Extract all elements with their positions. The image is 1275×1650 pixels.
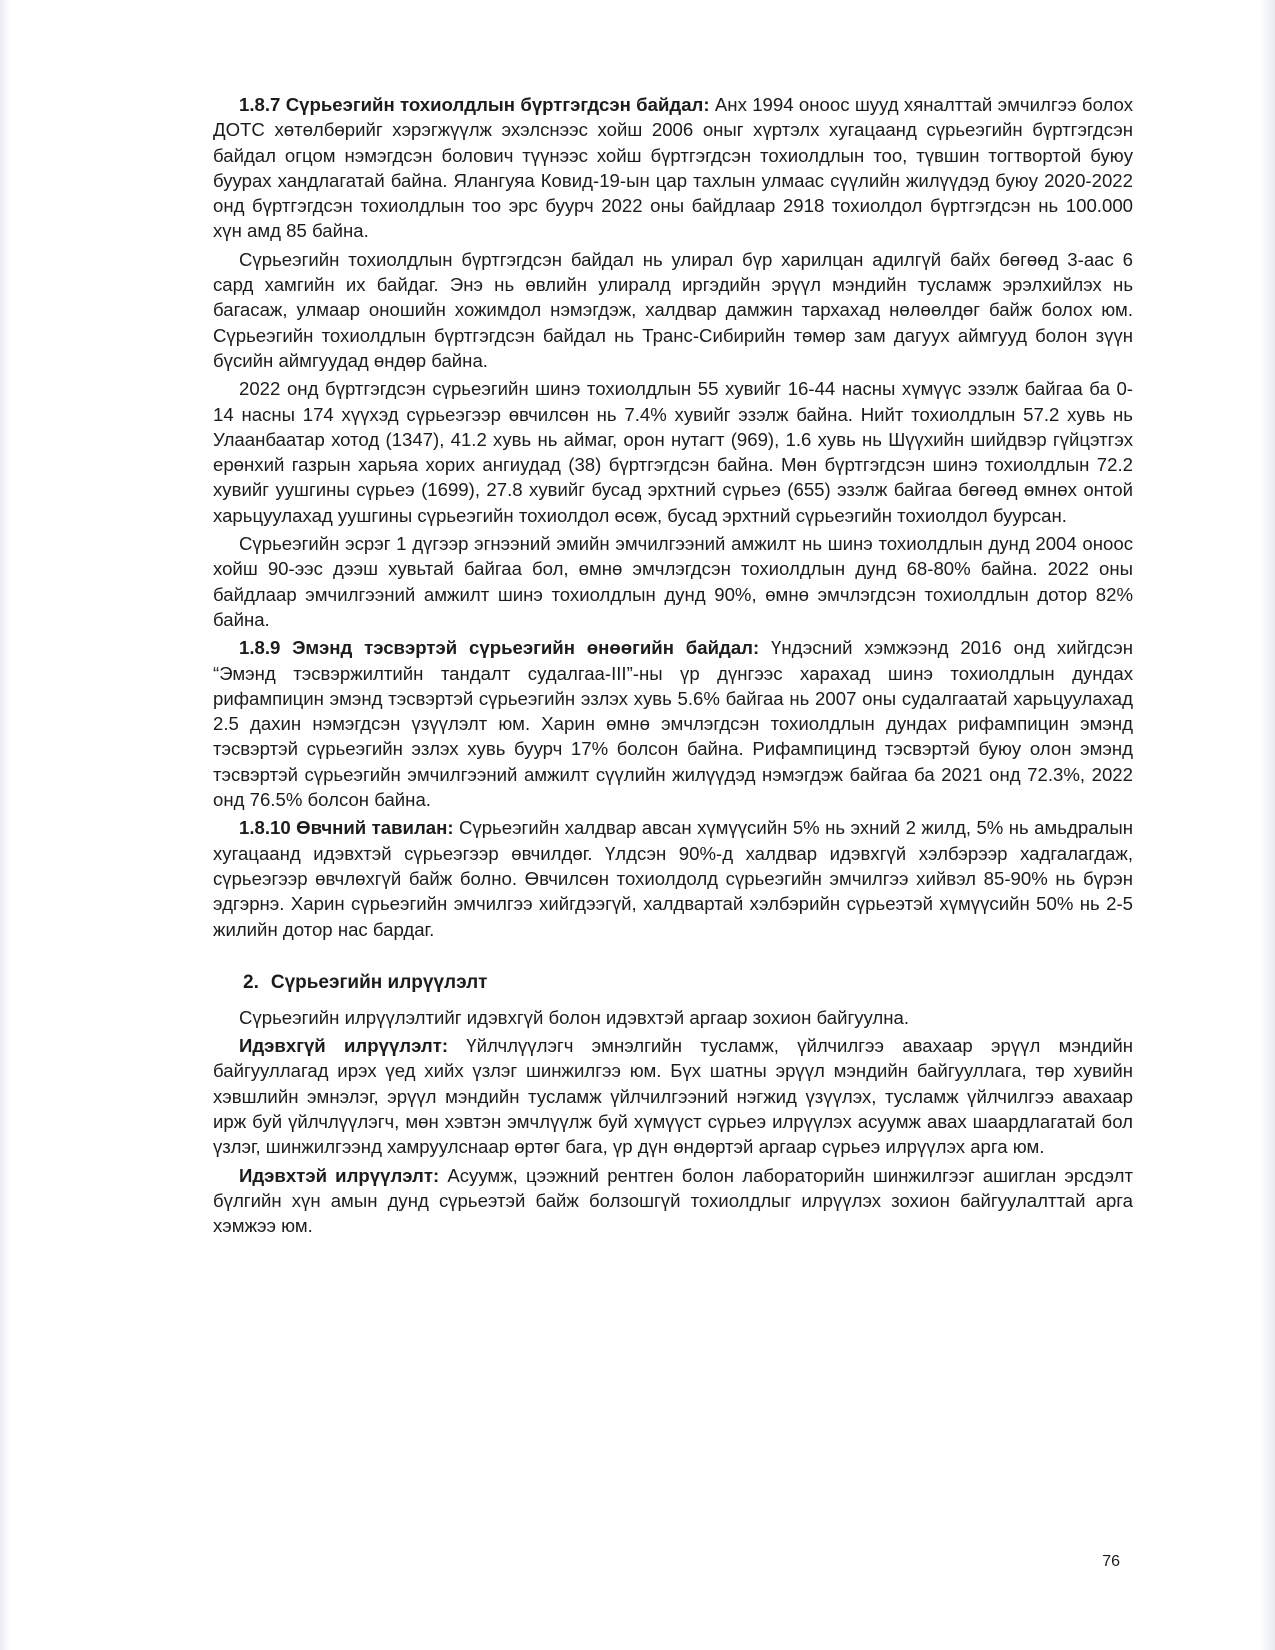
paragraph-treatment-success [213, 531, 1133, 632]
paragraph-passive-detection [213, 1033, 1133, 1159]
page-number: 76 [1102, 1553, 1120, 1570]
paragraph-text: Үйлчлүүлэгч эмнэлгийн тусламж, үйлчилгээ авахаар эрүүл мэндийн байгууллагад ирэх үед хийх үзлэг шинжилгээ юм. Бүх шатны эрүүл мэндийн байгууллага, төр хувийн хэвшлийн эмнэлэг, эрүүл мэндийн тусламж үйлчилгээний нэгжид үзүүлэх, тусламж үйлчилгээ авахаар ирж буй үйлчлүүлэгч, мөн хэвтэн эмчлүүлж буй хүмүүст сүрьеэ илрүүлэх асуумж авах шаардлагатай бол үзлэг, шинжилгээнд хамруулснаар өртөг бага, үр дүн өндөртэй аргаар сүрьеэ илрүүлэх арга юм. [213, 1035, 1133, 1158]
section-title: Сүрьеэгийн илрүүлэлт [270, 971, 488, 993]
subheading-passive-detection: Идэвхгүй илрүүлэлт: [239, 1035, 449, 1057]
paragraph-1-8-10 [213, 815, 1133, 941]
paragraph-1-8-9 [213, 635, 1133, 812]
section-heading [213, 970, 1133, 995]
section-number: 2. [243, 971, 259, 993]
paragraph-seasonality [213, 247, 1133, 373]
paragraph-active-detection [213, 1163, 1133, 1239]
paragraph-text: Үндэсний хэмжээнд 2016 онд хийгдсэн “Эмэнд тэсвэржилтийн тандалт судалгаа-III”-ны үр дүнгээс харахад шинэ тохиолдлын дундах рифампицин эмэнд тэсвэртэй сүрьеэгийн эзлэх хувь 5.6% байгаа нь 2007 оны судалгаатай харьцуулахад 2.5 дахин нэмэгдсэн үзүүлэлт юм. Харин өмнө эмчлэгдсэн тохиолдлын дундах рифампицин эмэнд тэсвэртэй сүрьеэгийн эзлэх хувь буурч 17% болсон байна. Рифампицинд тэсвэртэй буюу олон эмэнд тэсвэртэй сүрьеэгийн эмчилгээний амжилт сүүлийн жилүүдэд нэмэгдэж байгаа ба 2021 онд 72.3%, 2022 онд 76.5% болсон байна. [213, 637, 1133, 811]
subheading-1-8-10: 1.8.10 Өвчний тавилан: [239, 817, 454, 839]
paragraph-text: Сүрьеэгийн эсрэг 1 дүгээр эгнээний эмийн эмчилгээний амжилт нь шинэ тохиолдлын дунд 2004 оноос хойш 90-ээс дээш хувьтай байгаа бол, өмнө эмчлэгдсэн тохиолдлын дунд 68-80% байна. 2022 оны байдлаар эмчилгээний амжилт шинэ тохиолдлын дунд 90%, өмнө эмчлэгдсэн тохиолдлын дотор 82% байна. [213, 533, 1133, 630]
paragraph-detection-intro [213, 1005, 1133, 1030]
paragraph-text: Асуумж, цээжний рентген болон лабораторийн шинжилгээг ашиглан эрсдэлт бүлгийн хүн амын дунд сүрьеэтэй байж болзошгүй тохиолдлыг илрүүлэх зохион байгуулалттай арга хэмжээ юм. [213, 1164, 1134, 1237]
subheading-1-8-9: 1.8.9 Эмэнд тэсвэртэй сүрьеэгийн өнөөгийн байдал: [239, 637, 760, 659]
page-content [213, 92, 1133, 1238]
subheading-1-8-7: 1.8.7 Сүрьеэгийн тохиолдлын бүртгэгдсэн байдал: [239, 94, 710, 115]
paragraph-text: Сүрьеэгийн илрүүлэлтийг идэвхгүй болон идэвхтэй аргаар зохион байгуулна. [239, 1006, 910, 1028]
paragraph-text: Сүрьеэгийн халдвар авсан хүмүүсийн 5% нь эхний 2 жилд, 5% нь амьдралын хугацаанд идэвхтэй сүрьеэгээр өвчилдөг. Үлдсэн 90%-д халдвар идэвхгүй хэлбэрээр хадгалагдаж, сүрьеэгээр өвчлөхгүй байж болно. Өвчилсөн тохиолдолд сүрьеэгийн эмчилгээ хийвэл 85-90% нь бүрэн эдгэрнэ. Харин сүрьеэгийн эмчилгээ хийгдээгүй, халдвартай хэлбэрийн сүрьеэтэй хүмүүсийн 50% нь 2-5 жилийн дотор нас бардаг. [213, 817, 1133, 940]
paragraph-2022-cases [213, 376, 1133, 528]
paragraph-text: Анх 1994 оноос шууд хяналттай эмчилгээ болох ДОТС хөтөлбөрийг хэрэгжүүлж эхэлснээс хойш 2006 оныг хүртэлх хугацаанд сүрьеэгийн бүртгэгдсэн байдал огцом нэмэгдсэн болович түүнээс хойш бүртгэгдсэн тохиолдлын тоо, түвшин тогтвортой буюу буурах хандлагатай байна. Ялангуяа Ковид-19-ын цар тахлын улмаас сүүлийн жилүүдэд буюу 2020-2022 онд бүртгэгдсэн тохиолдлын тоо эрс буурч 2022 оны байдлаар 2918 тохиолдол бүртгэгдсэн нь 100.000 хүн амд 85 байна. [213, 94, 1133, 242]
paragraph-1-8-7 [213, 92, 1133, 244]
scan-edge-right [1259, 0, 1275, 1650]
scan-edge-left [0, 0, 10, 1650]
paragraph-text: 2022 онд бүртгэгдсэн сүрьеэгийн шинэ тохиолдлын 55 хувийг 16-44 насны хүмүүс эзэлж байгаа ба 0-14 насны 174 хүүхэд сүрьеэгээр өвчилсөн нь 7.4% хувийг эзэлж байна. Нийт тохиолдлын 57.2 хувь нь Улаанбаатар хотод (1347), 41.2 хувь нь аймаг, орон нутагт (969), 1.6 хувь нь Шүүхийн шийдвэр гүйцэтгэх ерөнхий газрын харьяа хорих ангиудад (38) бүртгэгдсэн байна. Мөн бүртгэгдсэн шинэ тохиолдлын 72.2 хувийг уушгины сүрьеэ (1699), 27.8 хувийг бусад эрхтний сүрьеэ (655) эзэлж байгаа бөгөөд өмнөх онтой харьцуулахад уушгины сүрьеэгийн тохиолдол өсөж, бусад эрхтний сүрьеэгийн тохиолдол буурсан. [213, 378, 1133, 526]
paragraph-text: Сүрьеэгийн тохиолдлын бүртгэгдсэн байдал нь улирал бүр харилцан адилгүй байх бөгөөд 3-аас 6 сард хамгийн их байдаг. Энэ нь өвлийн улиралд иргэдийн эрүүл мэндийн тусламж эрэлхийлэх нь багасаж, улмаар оношийн хожимдол нэмэгдэж, халдвар дамжин тархахад нөлөөлдөг байж болох юм. Сүрьеэгийн тохиолдлын бүртгэгдсэн байдал нь Транс-Сибирийн төмөр зам дагуух аймгууд болон зүүн бүсийн аймгуудад өндөр байна. [213, 248, 1133, 371]
subheading-active-detection: Идэвхтэй илрүүлэлт: [239, 1164, 440, 1186]
